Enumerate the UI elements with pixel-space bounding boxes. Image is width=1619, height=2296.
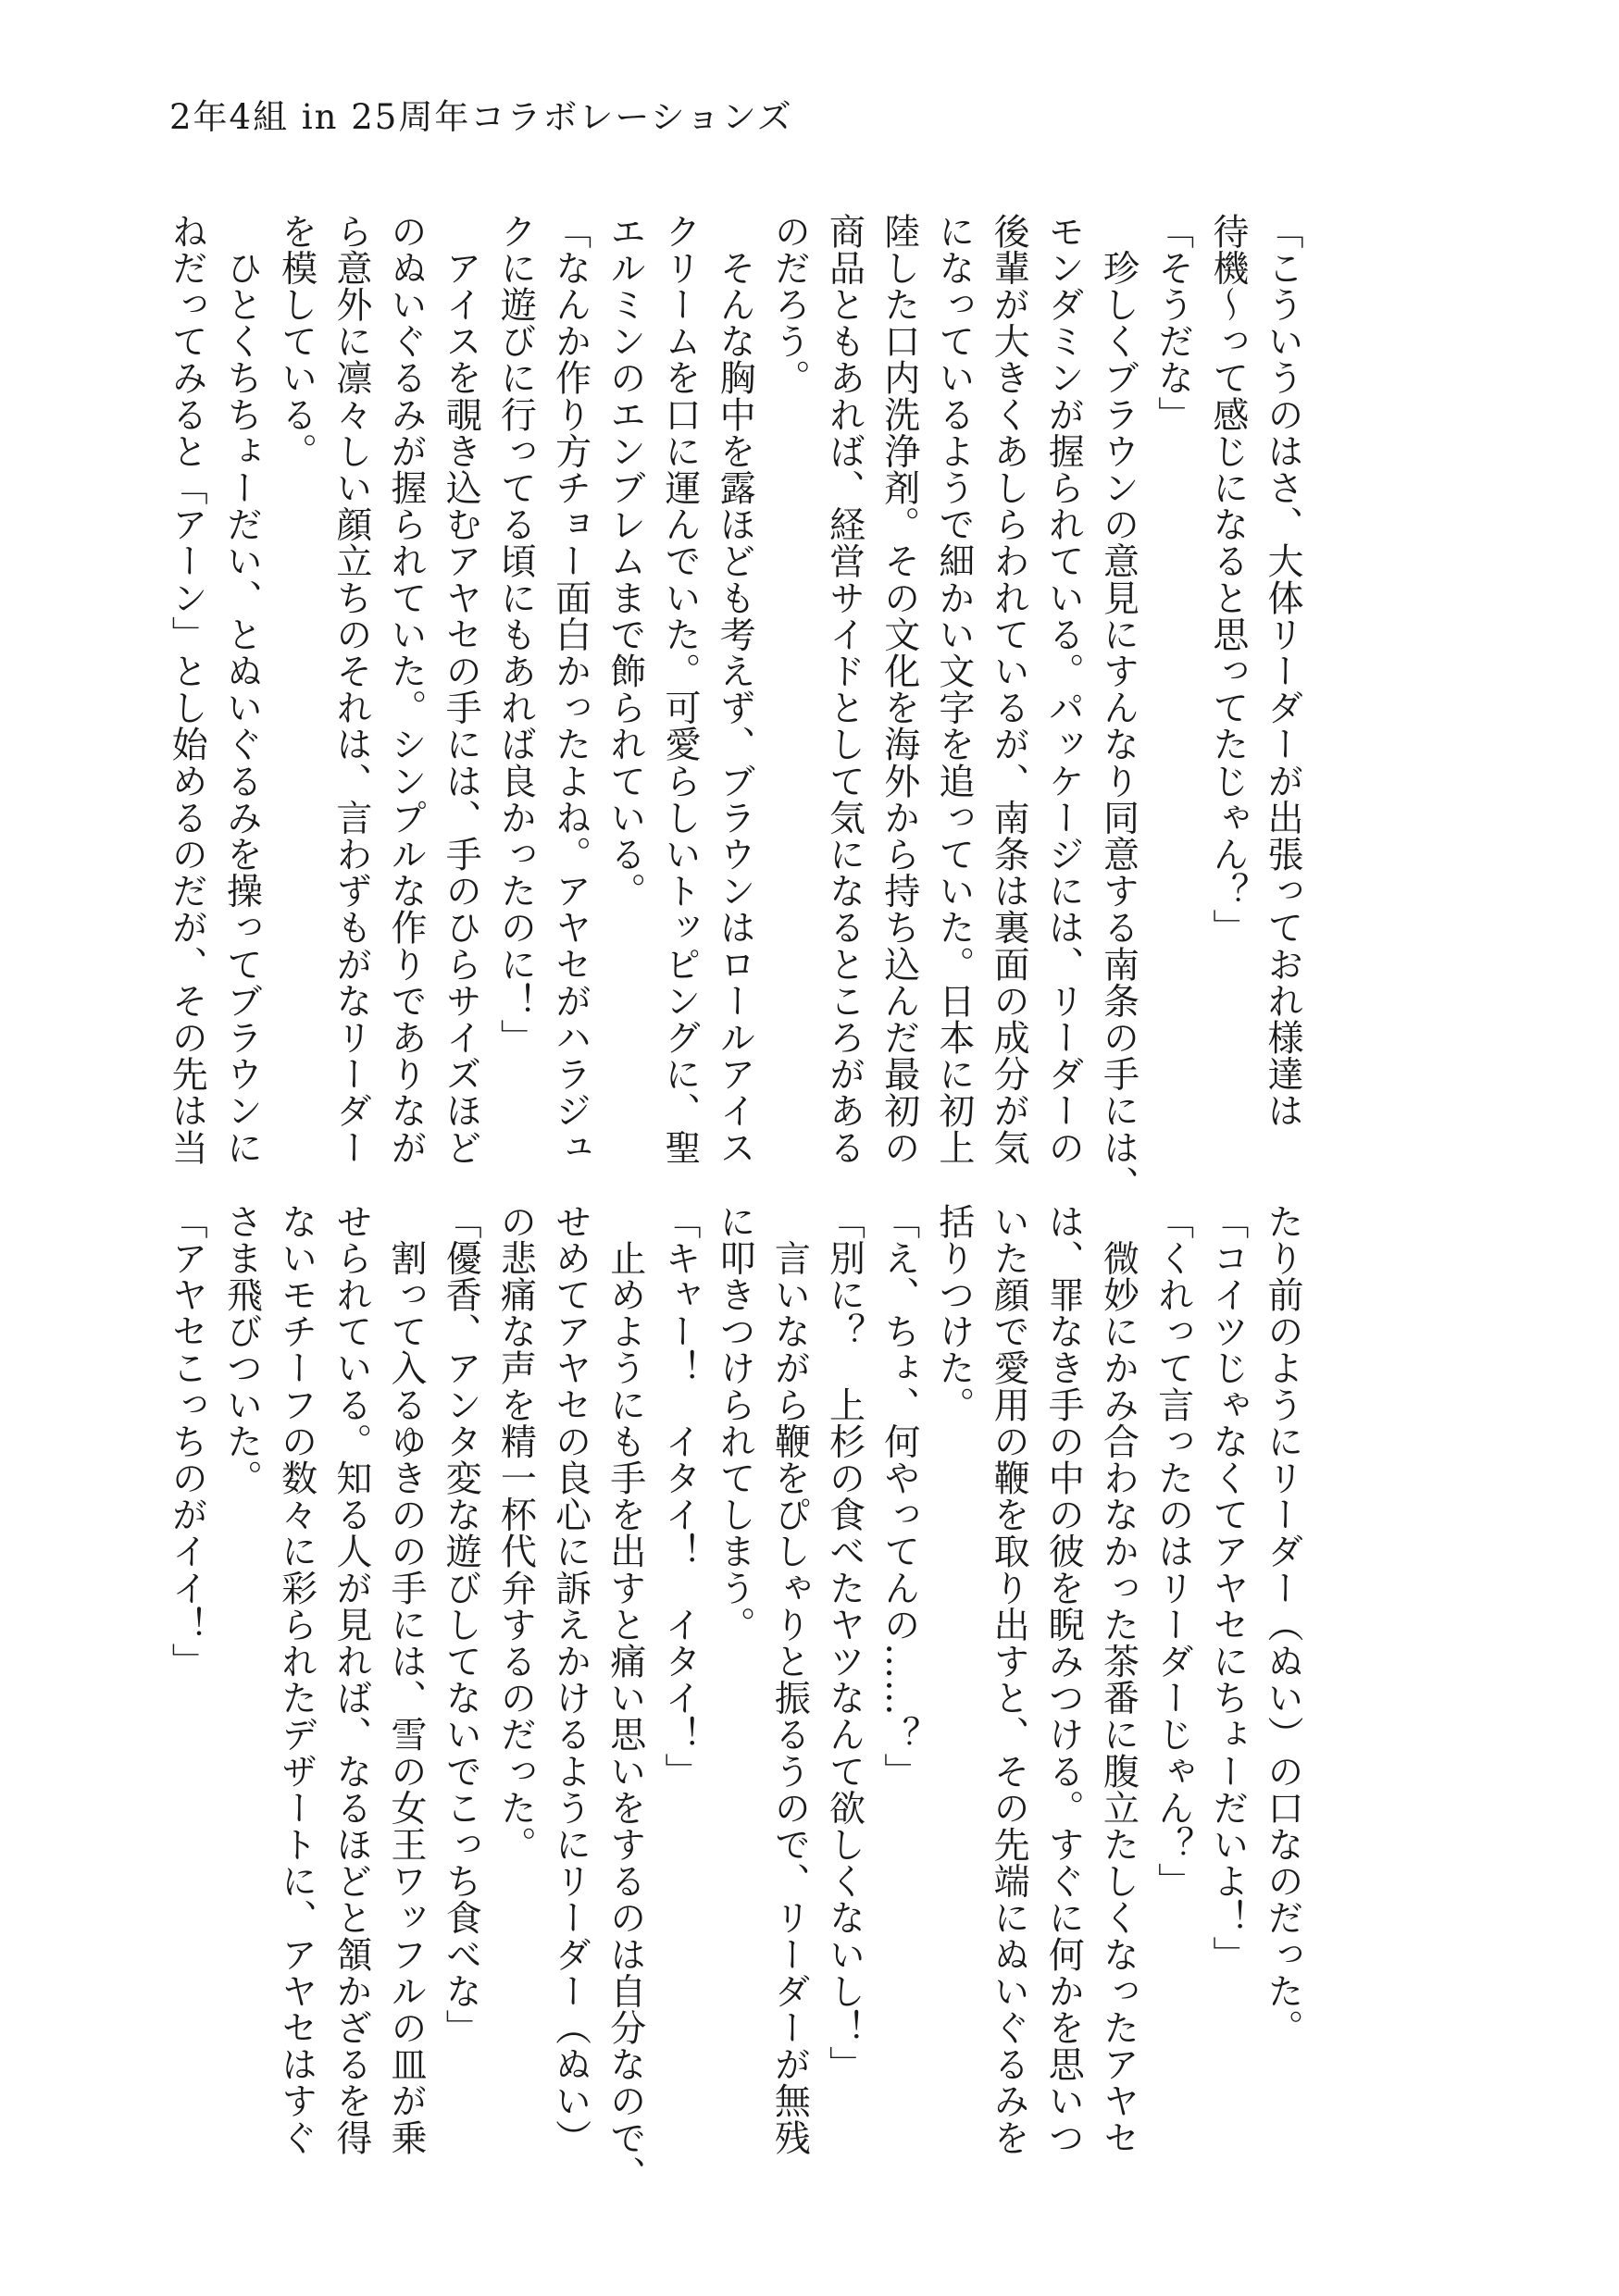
text-column: 括りつけた。	[932, 1203, 975, 1423]
text-column: 陸した口内洗浄剤。その文化を海外から持ち込んだ最初の	[878, 213, 920, 1166]
text-column: 「アヤセこっちのがイイ！」	[166, 1203, 208, 1680]
text-column: そんな胸中を露ほども考えず、ブラウンはロールアイス	[714, 213, 756, 1166]
text-column: のぬいぐるみが握られていた。シンプルな作りでありなが	[385, 213, 427, 1166]
text-column: せられている。知る人が見れば、なるほどと頷かざるを得	[330, 1203, 372, 2156]
text-column: 「こういうのはさ、大体リーダーが出張っておれ様達は	[1262, 213, 1303, 1129]
text-column: 「別に？ 上杉の食べたヤツなんて欲しくないし！」	[823, 1203, 866, 2083]
text-column: せめてアヤセの良心に訴えかけるようにリーダー（ぬい）	[549, 1203, 592, 2156]
text-column: たり前のようにリーダー（ぬい）の口なのだった。	[1262, 1203, 1303, 2046]
upper-text-block	[166, 213, 1303, 1203]
text-column: 割って入るゆきのの手には、雪の女王ワッフルの皿が乗	[385, 1203, 427, 2156]
text-column: 「くれって言ったのはリーダーじゃん？」	[1152, 1203, 1194, 1900]
text-column: に叩きつけられてしまう。	[714, 1203, 756, 1644]
text-column: 「そうだな」	[1152, 213, 1194, 433]
text-column: クに遊びに行ってる頃にもあれば良かったのに！」	[494, 213, 537, 1056]
text-column: 言いながら鞭をぴしゃりと振るうので、リーダーが無残	[768, 1203, 811, 2156]
text-column: 待機〜って感じになると思ってたじゃん？」	[1206, 213, 1249, 946]
text-column: いた顔で愛用の鞭を取り出すと、その先端にぬいぐるみを	[988, 1203, 1030, 2156]
text-column: を模している。	[275, 213, 318, 470]
text-column: 「キャー！ イタイ！ イタイ！」	[658, 1203, 701, 1790]
text-column: のだろう。	[768, 213, 811, 396]
text-column: ひとくちちょーだい、とぬいぐるみを操ってブラウンに	[220, 213, 263, 1166]
text-column: モンダミンが握られている。パッケージには、リーダーの	[1042, 213, 1085, 1166]
text-column: ねだってみると「アーン」とし始めるのだが、その先は当	[166, 213, 208, 1166]
text-column: クリームを口に運んでいた。可愛らしいトッピングに、聖	[658, 213, 701, 1166]
text-column: エルミンのエンブレムまで飾られている。	[604, 213, 646, 910]
text-column: さま飛びついた。	[220, 1203, 263, 1496]
lower-text-block	[166, 1203, 1303, 2193]
text-column: 商品ともあれば、経営サイドとして気になるところがある	[823, 213, 866, 1166]
text-column: 止めようにも手を出すと痛い思いをするのは自分なので、	[604, 1203, 646, 2193]
text-column: 「え、ちょ、何やってんの……？」	[878, 1203, 920, 1790]
text-column: アイスを覗き込むアヤセの手には、手のひらサイズほど	[440, 213, 482, 1166]
text-column: 珍しくブラウンの意見にすんなり同意する南条の手には、	[1097, 213, 1140, 1203]
text-column: ないモチーフの数々に彩られたデザートに、アヤセはすぐ	[275, 1203, 318, 2156]
text-column: 「コイツじゃなくてアヤセにちょーだいよ！」	[1206, 1203, 1249, 1973]
text-column: 「優香、アンタ変な遊びしてないでこっち食べな」	[440, 1203, 482, 2046]
text-column: ら意外に凛々しい顔立ちのそれは、言わずもがなリーダー	[330, 213, 372, 1166]
text-column: は、罪なき手の中の彼を睨みつける。すぐに何かを思いつ	[1042, 1203, 1085, 2156]
text-column: 微妙にかみ合わなかった茶番に腹立たしくなったアヤセ	[1097, 1203, 1140, 2156]
running-header: 2年4組 in 25周年コラボレーションズ	[169, 97, 793, 137]
text-column: 「なんか作り方チョー面白かったよね。アヤセがハラジュ	[549, 213, 592, 1166]
text-column: の悲痛な声を精一杯代弁するのだった。	[494, 1203, 537, 1863]
text-column: になっているようで細かい文字を追っていた。日本に初上	[932, 213, 975, 1166]
text-column: 後輩が大きくあしらわれているが、南条は裏面の成分が気	[988, 213, 1030, 1166]
